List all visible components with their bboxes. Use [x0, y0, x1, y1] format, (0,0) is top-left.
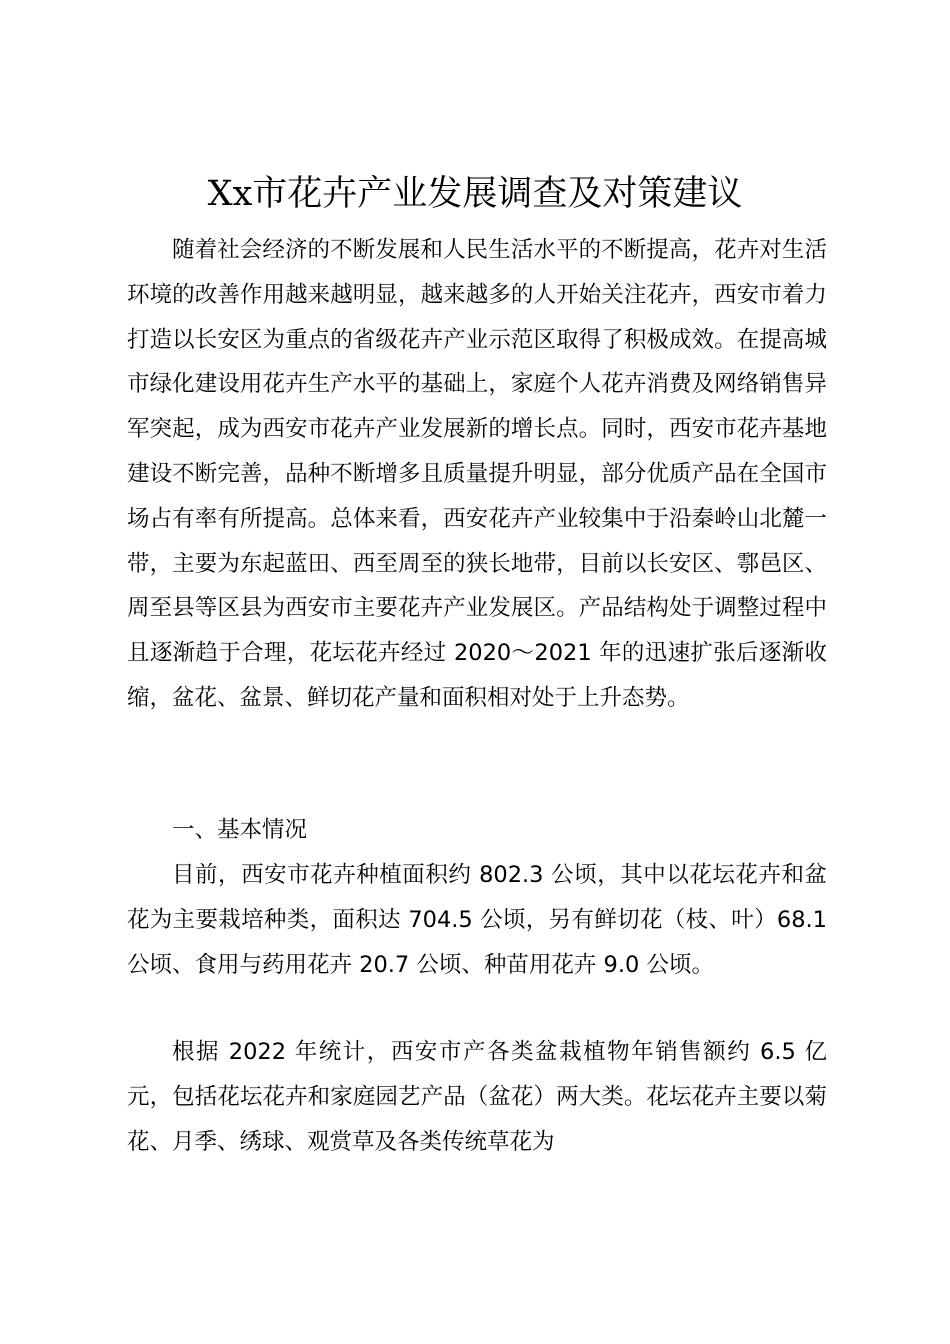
intro-paragraph-block	[127, 228, 827, 721]
paragraph: 目前，西安市花卉种植面积约 802.3 公顷，其中以花坛花卉和盆花为主要栽培种类，面积达 704.5 公顷，另有鲜切花（枝、叶）68.1 公顷、食用与药用花卉 20.7 公顷、种苗用花卉 9.0 公顷。	[127, 862, 827, 978]
paragraph: 根据 2022 年统计，西安市产各类盆栽植物年销售额约 6.5 亿元，包括花坛花卉和家庭园艺产品（盆花）两大类。花坛花卉主要以菊花、月季、绣球、观赏草及各类传统草花为	[127, 1039, 827, 1155]
section-heading: 一、基本情况	[172, 817, 308, 843]
section-heading-block	[127, 808, 827, 853]
paragraph-block	[127, 1030, 827, 1164]
paragraph-block	[127, 853, 827, 987]
document-title: Xx市花卉产业发展调查及对策建议	[207, 174, 743, 214]
paragraph: 随着社会经济的不断发展和人民生活水平的不断提高，花卉对生活环境的改善作用越来越明显，越来越多的人开始关注花卉，西安市着力打造以长安区为重点的省级花卉产业示范区取得了积极成效。在提高城市绿化建设用花卉生产水平的基础上，家庭个人花卉消费及网络销售异军突起，成为西安市花卉产业发展新的增长点。同时，西安市花卉基地建设不断完善，品种不断增多且质量提升明显，部分优质产品在全国市场占有率有所提高。总体来看，西安花卉产业较集中于沿秦岭山北麓一带，主要为东起蓝田、西至周至的狭长地带，目前以长安区、鄠邑区、周至县等区县为西安市主要花卉产业发展区。产品结构处于调整过程中且逐渐趋于合理，花坛花卉经过 2020～2021 年的迅速扩张后逐渐收缩，盆花、盆景、鲜切花产量和面积相对处于上升态势。	[127, 237, 827, 711]
